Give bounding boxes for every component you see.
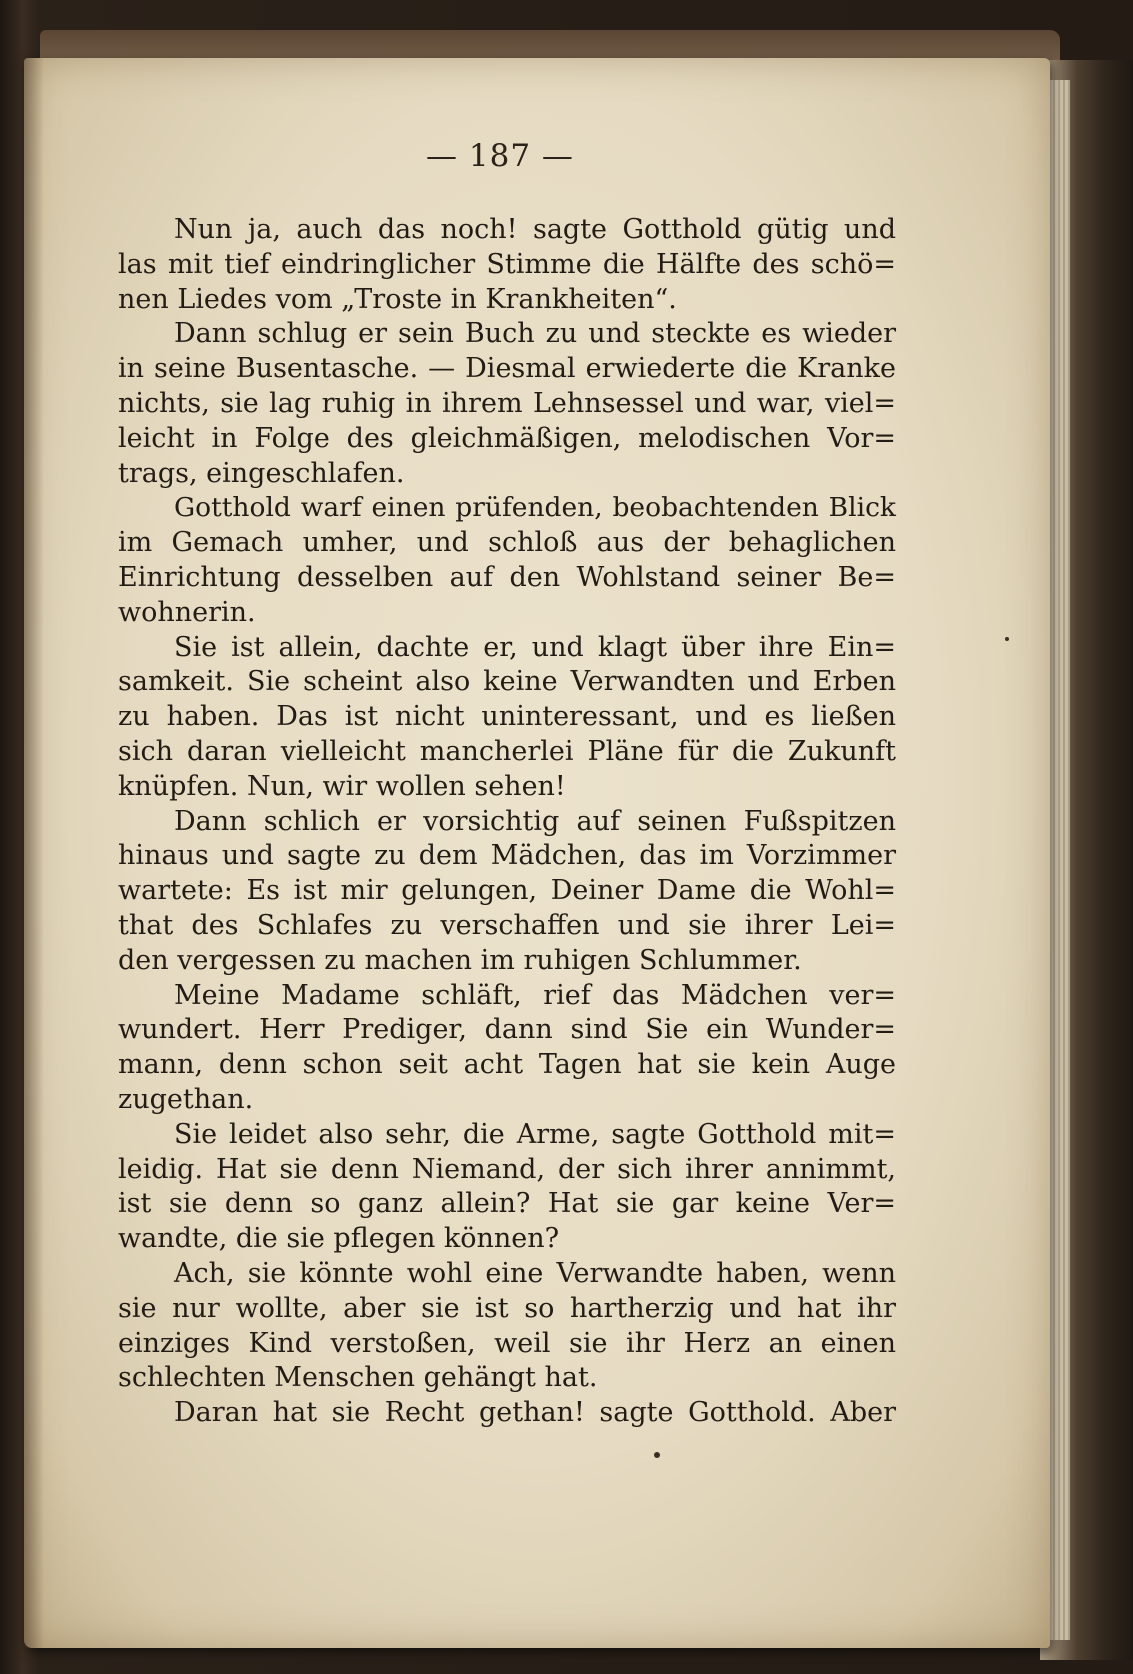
text-line: den vergessen zu machen im ruhigen Schlummer. bbox=[118, 944, 802, 976]
text-line: schlechten Menschen gehängt hat. bbox=[118, 1362, 598, 1394]
text-line: Meine Madame schläft, rief das Mädchen ver= bbox=[174, 979, 896, 1011]
text-line: las mit tief eindringlicher Stimme die Hälfte des schö= bbox=[118, 248, 896, 280]
text-line: sich daran vielleicht mancherlei Pläne für die Zukunft bbox=[118, 735, 896, 767]
ink-speck bbox=[1005, 637, 1009, 641]
text-line: Dann schlug er sein Buch zu und steckte es wieder bbox=[174, 318, 896, 350]
text-line: wundert. Herr Prediger, dann sind Sie ein Wunder= bbox=[118, 1014, 896, 1046]
text-line: leidig. Hat sie denn Niemand, der sich ihrer annimmt, bbox=[118, 1153, 896, 1185]
text-line: Einrichtung desselben auf den Wohlstand seiner Be= bbox=[118, 561, 896, 593]
text-line: sie nur wollte, aber sie ist so hartherzig und hat ihr bbox=[118, 1292, 896, 1324]
text-line: samkeit. Sie scheint also keine Verwandten und Erben bbox=[118, 666, 896, 698]
text-line: zu haben. Das ist nicht uninteressant, und es ließen bbox=[118, 701, 896, 733]
text-line: wandte, die sie pflegen können? bbox=[118, 1223, 560, 1255]
gutter-shadow bbox=[24, 58, 44, 1648]
text-line: that des Schlafes zu verschaffen und sie ihrer Lei= bbox=[118, 909, 896, 941]
text-line: Ach, sie könnte wohl eine Verwandte haben, wenn bbox=[174, 1257, 896, 1289]
text-line: leicht in Folge des gleichmäßigen, melodischen Vor= bbox=[118, 422, 896, 454]
page-number: — 187 — bbox=[426, 138, 574, 174]
text-line: Gotthold warf einen prüfenden, beobachtenden Blick bbox=[174, 492, 896, 524]
text-line: zugethan. bbox=[118, 1083, 254, 1115]
text-line: Daran hat sie Recht gethan! sagte Gotthold. Aber bbox=[174, 1397, 896, 1429]
text-line: Nun ja, auch das noch! sagte Gotthold gütig und bbox=[174, 214, 896, 245]
text-line: Dann schlich er vorsichtig auf seinen Fußspitzen bbox=[174, 805, 896, 837]
text-line: wartete: Es ist mir gelungen, Deiner Dame die Wohl= bbox=[118, 875, 896, 907]
text-line: im Gemach umher, und schloß aus der behaglichen bbox=[118, 527, 896, 559]
body-text bbox=[118, 213, 896, 1431]
text-line: einziges Kind verstoßen, weil sie ihr Herz an einen bbox=[118, 1327, 896, 1359]
text-line: Sie ist allein, dachte er, und klagt über ihre Ein= bbox=[174, 631, 896, 663]
text-line: ist sie denn so ganz allein? Hat sie gar keine Ver= bbox=[118, 1188, 896, 1220]
text-line: mann, denn schon seit acht Tagen hat sie kein Auge bbox=[118, 1049, 896, 1081]
ink-speck bbox=[654, 1452, 660, 1458]
text-line: nichts, sie lag ruhig in ihrem Lehnsessel und war, viel= bbox=[118, 387, 896, 419]
text-line: wohnerin. bbox=[118, 596, 256, 628]
text-line: trags, eingeschlafen. bbox=[118, 457, 405, 489]
text-line: in seine Busentasche. — Diesmal erwiederte die Kranke bbox=[118, 353, 896, 385]
text-line: Sie leidet also sehr, die Arme, sagte Gotthold mit= bbox=[174, 1118, 896, 1150]
text-line: knüpfen. Nun, wir wollen sehen! bbox=[118, 770, 566, 802]
text-line: nen Liedes vom „Troste in Krankheiten“. bbox=[118, 283, 677, 315]
text-line: hinaus und sagte zu dem Mädchen, das im Vorzimmer bbox=[118, 840, 896, 872]
